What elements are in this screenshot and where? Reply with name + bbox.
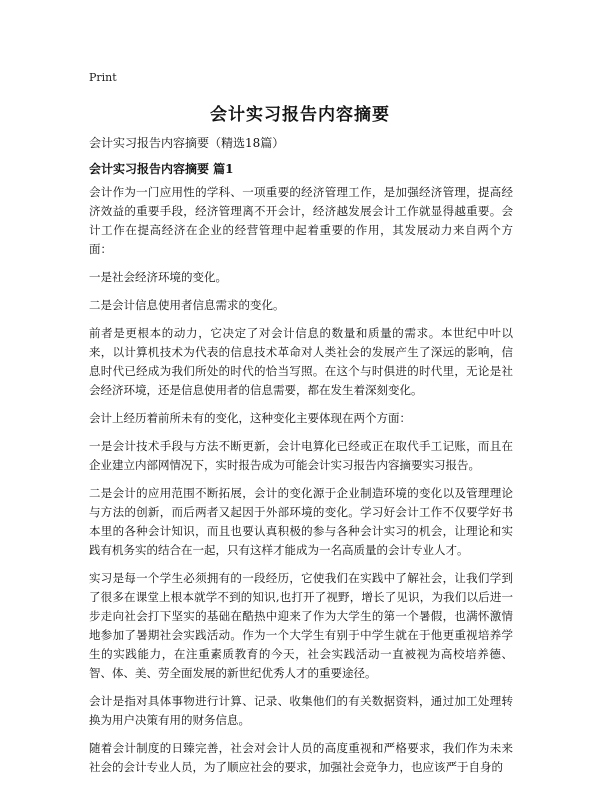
page-title: 会计实习报告内容摘要 bbox=[210, 105, 390, 125]
paragraph: 实习是每一个学生必须拥有的一段经历，它使我们在实践中了解社会，让我们学到了很多在课堂上根本就学不到的知识,也打开了视野，增长了见识，为我们以后进一步走向社会打下坚实的基础在酷热中迎来了作为大学生的第一个暑假，也满怀激情地参加了暑期社会实践活动。作为一个大学生有别于中学生就在于他更重视培养学生的实践能力，在注重素质教育的今天，社会实践活动一直被视为高校培养德、智、体、美、劳全面发展的新世纪优秀人才的重要途径。 bbox=[89, 571, 513, 680]
paragraph: 会计是指对具体事物进行计算、记录、收集他们的有关数据资料，通过加工处理转换为用户决策有用的财务信息。 bbox=[89, 694, 513, 727]
paragraph: 随着会计制度的日臻完善，社会对会计人员的高度重视和严格要求，我们作为未来社会的会计专业人员，为了顺应社会的要求，加强社会竞争力，也应该严于自身的 bbox=[89, 741, 513, 774]
paragraph: 二是会计的应用范围不断拓展，会计的变化源于企业制造环境的变化以及管理理论与方法的创新，而后两者又起因于外部环境的变化。学习好会计工作不仅要学好书本里的各种会计知识，而且也要认真积极的参与各种会计实习的机会，让理论和实践有机务实的结合在一起，只有这样才能成为一名高质量的会计专业人才。 bbox=[89, 486, 513, 557]
paragraph: 一是会计技术手段与方法不断更新，会计电算化已经或正在取代手工记账，而且在企业建立内部网情况下，实时报告成为可能会计实习报告内容摘要实习报告。 bbox=[89, 439, 513, 472]
document-subtitle: 会计实习报告内容摘要（精选18篇） bbox=[89, 136, 285, 150]
document-body bbox=[89, 183, 513, 786]
paragraph: 会计作为一门应用性的学科、一项重要的经济管理工作，是加强经济管理，提高经济效益的重要手段，经济管理离不开会计，经济越发展会计工作就显得越重要。会计工作在提高经济在企业的经营管理中起着重要的作用，其发展动力来自两个方面： bbox=[89, 185, 513, 256]
paragraph: 一是社会经济环境的变化。 bbox=[89, 270, 227, 284]
print-link[interactable]: Print bbox=[89, 71, 117, 84]
paragraph: 前者是更根本的动力，它决定了对会计信息的数量和质量的需求。本世纪中叶以来，以计算机技术为代表的信息技术革命对人类社会的发展产生了深远的影响，信息时代已经成为我们所处的时代的恰当写照。在这个与时俱进的时代里，无论是社会经济环境，还是信息使用者的信息需要，都在发生着深刻变化。 bbox=[89, 326, 513, 397]
paragraph: 会计上经历着前所未有的变化，这种变化主要体现在两个方面： bbox=[89, 411, 411, 425]
paragraph: 二是会计信息使用者信息需求的变化。 bbox=[89, 298, 285, 312]
section-heading: 会计实习报告内容摘要 篇1 bbox=[89, 162, 234, 176]
